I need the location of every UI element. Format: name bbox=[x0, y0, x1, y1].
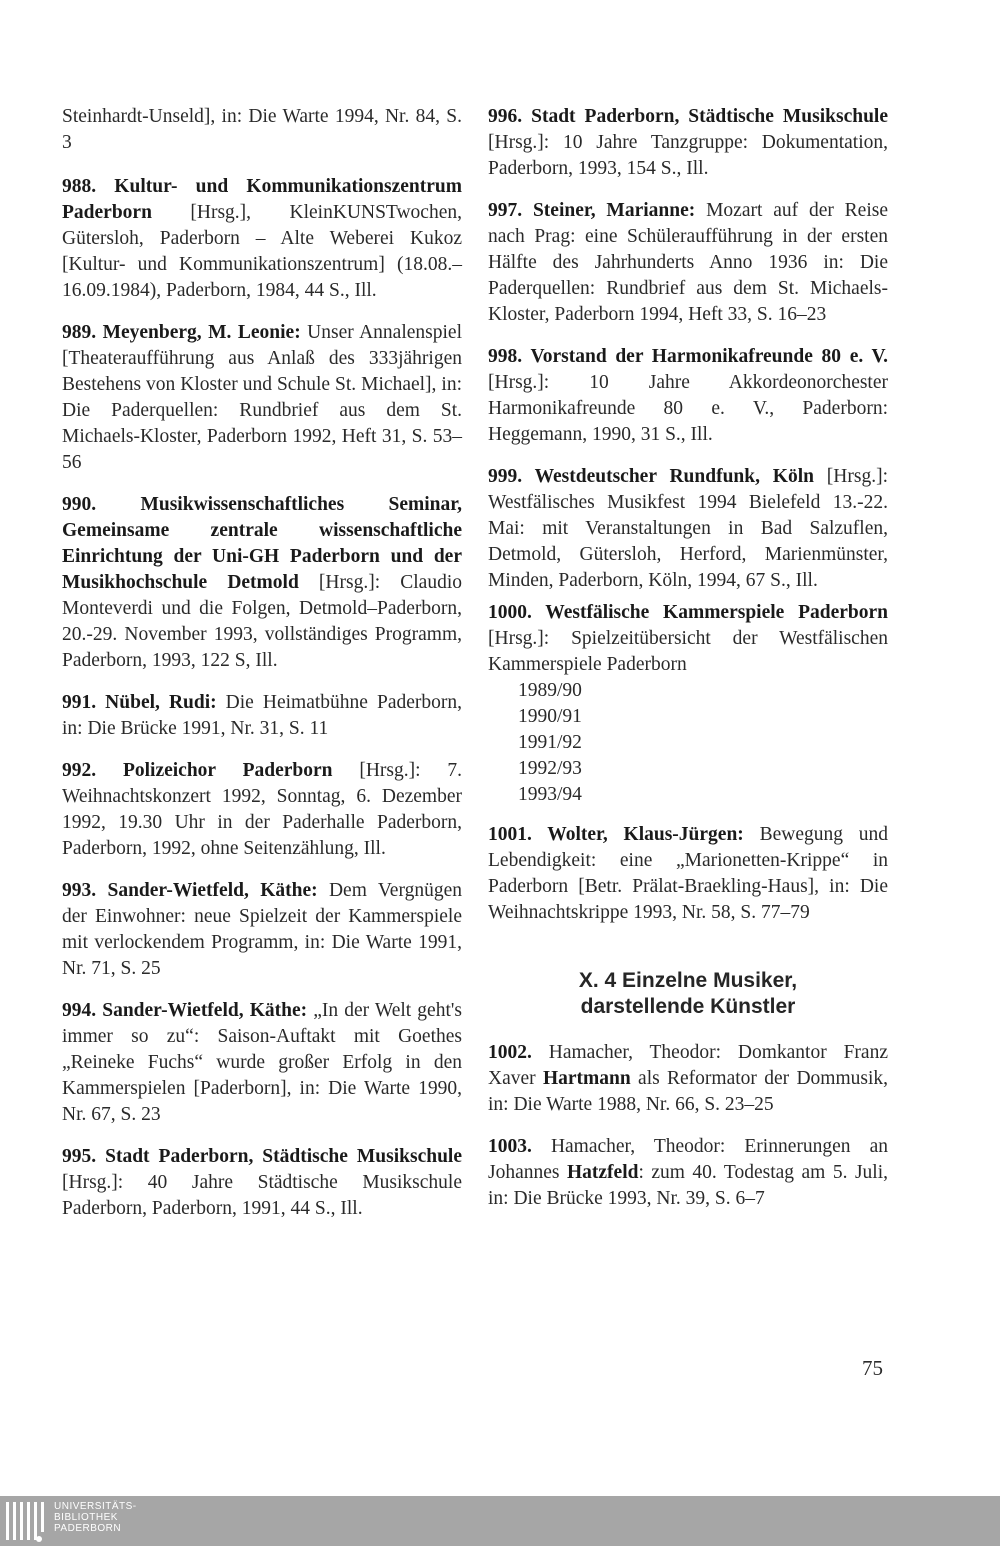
entry-996 bbox=[488, 104, 888, 182]
entry-999 bbox=[488, 464, 888, 594]
section-heading bbox=[488, 968, 888, 1020]
page-number: 75 bbox=[862, 1356, 883, 1380]
entry-1003 bbox=[488, 1134, 888, 1212]
logo-dot-icon bbox=[36, 1536, 42, 1542]
entry-990 bbox=[62, 492, 462, 674]
entry-text: Hamacher, Theodor: Erinnerungen an Johannes bbox=[488, 1136, 888, 1183]
entry-text: Hamacher, Theodor: Domkantor Franz Xaver bbox=[488, 1042, 888, 1089]
entry-997 bbox=[488, 198, 888, 328]
entry-988 bbox=[62, 174, 462, 304]
entry-heading: 998. Vorstand der Harmonikafreunde 80 e. V. bbox=[488, 346, 888, 367]
season-list bbox=[488, 678, 888, 808]
entry-heading: 993. Sander-Wietfeld, Käthe: bbox=[62, 880, 318, 901]
entry-number: 1003. bbox=[488, 1136, 532, 1157]
entry-heading: 990. Musikwissenschaftliches Seminar, Gemeinsame zentrale wissenschaftliche Einrichtung der Uni-GH Paderborn und der Musikhochschule Detmold bbox=[62, 494, 462, 593]
library-logo-icon bbox=[6, 1502, 50, 1542]
entry-text: Dem Vergnügen der Einwohner: neue Spielzeit der Kammerspiele mit verlockendem Programm, in: Die Warte 1991, Nr. 71, S. 25 bbox=[62, 880, 462, 979]
entry-text: [Hrsg.]: Westfälisches Musikfest 1994 Bielefeld 13.-22. Mai: mit Veranstaltungen in Bad Salzuflen, Detmold, Gütersloh, Herford, Marienmünster, Minden, Paderborn, Köln, 1994, 67 S., Ill. bbox=[488, 466, 888, 591]
left-column bbox=[62, 104, 462, 1238]
entry-name: Hartmann bbox=[542, 1068, 631, 1089]
entry-heading: 996. Stadt Paderborn, Städtische Musikschule bbox=[488, 106, 888, 127]
entry-text: [Hrsg.]: Spielzeitübersicht der Westfälischen Kammerspiele Paderborn bbox=[488, 628, 888, 675]
entry-text: [Hrsg.], KleinKUNSTwochen, Gütersloh, Paderborn – Alte Weberei Kukoz [Kultur- und Kommunikationszentrum] (18.08.–16.09.1984), Paderborn, 1984, 44 S., Ill. bbox=[62, 202, 462, 301]
entry-name: Hatzfeld bbox=[566, 1162, 639, 1183]
entry-text: als Reformator der Dommusik, in: Die Warte 1988, Nr. 66, S. 23–25 bbox=[488, 1068, 888, 1115]
continuation-text: Steinhardt-Unseld], in: Die Warte 1994, Nr. 84, S. 3 bbox=[62, 106, 462, 153]
entry-heading: 991. Nübel, Rudi: bbox=[62, 692, 217, 713]
entry-text: [Hrsg.]: Claudio Monteverdi und die Folgen, Detmold–Paderborn, 20.-29. November 1993, vollständiges Programm, Paderborn, 1993, 122 S, Ill. bbox=[62, 572, 462, 671]
entry-1001 bbox=[488, 822, 888, 926]
entry-heading: 989. Meyenberg, M. Leonie: bbox=[62, 322, 301, 343]
entry-heading: 994. Sander-Wietfeld, Käthe: bbox=[62, 1000, 308, 1021]
section-heading-line: darstellende Künstler bbox=[580, 995, 796, 1018]
right-column bbox=[488, 104, 888, 1228]
entry-heading: 995. Stadt Paderborn, Städtische Musikschule bbox=[62, 1146, 462, 1167]
entry-994 bbox=[62, 998, 462, 1128]
entry-text: Unser Annalenspiel [Theateraufführung aus Anlaß des 333jährigen Bestehens von Kloster und Schule St. Michael], in: Die Paderquellen: Rundbrief aus dem St. Michaels-Kloster, Paderborn 1992, Heft 31, S. 53–56 bbox=[62, 322, 462, 473]
entry-heading: 992. Polizeichor Paderborn bbox=[62, 760, 333, 781]
entry-text: Mozart auf der Reise nach Prag: eine Schüleraufführung in der ersten Hälfte des Jahrhunderts Anno 1936 in: Die Paderquellen: Rundbrief aus dem St. Michaels-Kloster, Paderborn 1994, Heft 33, S. 16–23 bbox=[488, 200, 888, 325]
entry-text: [Hrsg.]: 10 Jahre Tanzgruppe: Dokumentation, Paderborn, 1993, 154 S., Ill. bbox=[488, 132, 888, 179]
entry-991 bbox=[62, 690, 462, 742]
season-item: 1990/91 bbox=[518, 706, 582, 727]
season-item: 1992/93 bbox=[518, 758, 582, 779]
entry-text: Bewegung und Lebendigkeit: eine „Marionetten-Krippe“ in Paderborn [Betr. Prälat-Braekling-Haus], in: Die Weihnachtskrippe 1993, Nr. 58, S. 77–79 bbox=[488, 824, 889, 923]
season-item: 1991/92 bbox=[518, 732, 582, 753]
entry-text: Die Heimatbühne Paderborn, in: Die Brücke 1991, Nr. 31, S. 11 bbox=[62, 692, 462, 739]
season-item: 1993/94 bbox=[518, 784, 582, 805]
entry-text: [Hrsg.]: 7. Weihnachtskonzert 1992, Sonntag, 6. Dezember 1992, 19.30 Uhr in der Paderhalle Paderborn, Paderborn, 1992, ohne Seitenzählung, Ill. bbox=[62, 760, 462, 859]
section-heading-line: X. 4 Einzelne Musiker, bbox=[578, 969, 798, 992]
entry-1000 bbox=[488, 600, 888, 678]
entry-text: [Hrsg.]: 10 Jahre Akkordeonorchester Harmonikafreunde 80 e. V., Paderborn: Heggemann, 1990, 31 S., Ill. bbox=[488, 372, 888, 445]
entry-text: „In der Welt geht's immer so zu“: Saison-Auftakt mit Goethes „Reineke Fuchs“ wurde großer Erfolg in den Kammerspielen [Paderborn], in: Die Warte 1990, Nr. 67, S. 23 bbox=[62, 1000, 462, 1125]
entry-995 bbox=[62, 1144, 462, 1222]
entry-heading: 1001. Wolter, Klaus-Jürgen: bbox=[488, 824, 744, 845]
entry-993 bbox=[62, 878, 462, 982]
entry-heading: 1000. Westfälische Kammerspiele Paderborn bbox=[488, 602, 888, 623]
library-name-line: UNIVERSITÄTS- bbox=[54, 1501, 137, 1512]
entry-992 bbox=[62, 758, 462, 862]
entry-998 bbox=[488, 344, 888, 448]
entry-heading: 999. Westdeutscher Rundfunk, Köln bbox=[488, 466, 814, 487]
entry-number: 1002. bbox=[488, 1042, 532, 1063]
entry-text: : zum 40. Todestag am 5. Juli, in: Die Brücke 1993, Nr. 39, S. 6–7 bbox=[488, 1162, 888, 1209]
library-footer bbox=[0, 1496, 1000, 1546]
entry-heading: 988. Kultur- und Kommunikationszentrum Paderborn bbox=[62, 176, 462, 223]
library-name-line: PADERBORN bbox=[54, 1523, 122, 1534]
library-name-line: BIBLIOTHEK bbox=[54, 1512, 118, 1523]
entry-1002 bbox=[488, 1040, 888, 1118]
library-name bbox=[54, 1501, 137, 1534]
entry-heading: 997. Steiner, Marianne: bbox=[488, 200, 696, 221]
entry-text: [Hrsg.]: 40 Jahre Städtische Musikschule Paderborn, Paderborn, 1991, 44 S., Ill. bbox=[62, 1172, 462, 1219]
season-item: 1989/90 bbox=[518, 680, 582, 701]
entry-989 bbox=[62, 320, 462, 476]
